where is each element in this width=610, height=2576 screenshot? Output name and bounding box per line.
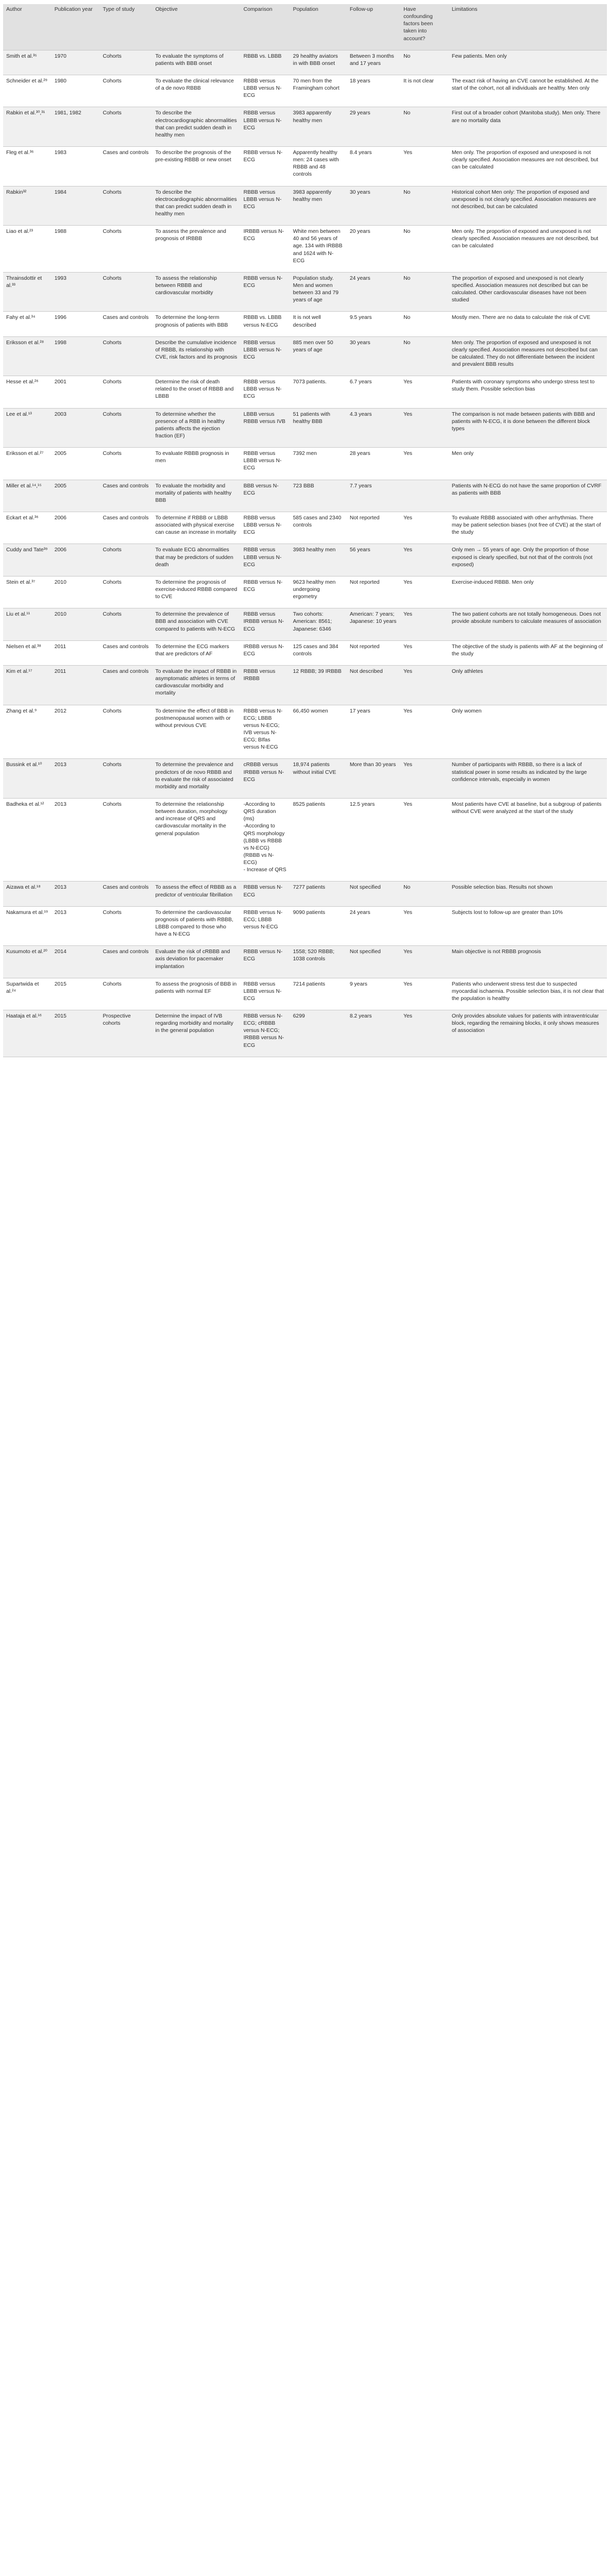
cell-objective: To determine if RBBB or LBBB associated with physical exercise can cause an increase in mortality — [152, 512, 240, 544]
cell-year: 2013 — [52, 882, 100, 906]
cell-limitations: Main objective is not RBBB prognosis — [449, 946, 607, 978]
cell-type: Cases and controls — [100, 146, 152, 186]
cell-confounding: Yes — [400, 146, 449, 186]
cell-population: 1558; 520 RBBB; 1038 controls — [290, 946, 347, 978]
cell-comparison: RBBB versus N-ECG — [241, 882, 290, 906]
cell-confounding — [400, 480, 449, 512]
table-body — [3, 50, 607, 1057]
cell-population: 51 patients with healthy BBB — [290, 408, 347, 448]
cell-year: 2006 — [52, 544, 100, 576]
cell-limitations: Only men → 55 years of age. Only the proportion of those exposed is clearly specified, but not that of the controls (not exposed) — [449, 544, 607, 576]
cell-objective: To assess the prevalence and prognosis of IRBBB — [152, 226, 240, 273]
cell-author: Liu et al.¹¹ — [3, 608, 52, 640]
cell-limitations: Historical cohort Men only: The proportion of exposed and unexposed is not clearly specified. Association measures are not described, but can be calculated — [449, 186, 607, 226]
cell-type: Cases and controls — [100, 882, 152, 906]
table-header — [3, 4, 607, 50]
cell-type: Cohorts — [100, 798, 152, 881]
cell-followup: 29 years — [347, 107, 400, 147]
cell-type: Cohorts — [100, 978, 152, 1010]
cell-author: Thrainsdottir et al.³³ — [3, 272, 52, 312]
cell-population: 18,974 patients without initial CVE — [290, 759, 347, 799]
cell-year: 2010 — [52, 608, 100, 640]
cell-author: Eriksson et al.²⁷ — [3, 448, 52, 480]
cell-limitations: Patients who underwent stress test due to suspected myocardial ischaemia. Possible selection bias, it is not clear that the population is healthy — [449, 978, 607, 1010]
cell-author: Haataja et al.¹⁶ — [3, 1010, 52, 1057]
cell-year: 1980 — [52, 75, 100, 107]
cell-followup: 9 years — [347, 978, 400, 1010]
cell-year: 2001 — [52, 376, 100, 408]
cell-author: Schneider et al.²⁹ — [3, 75, 52, 107]
cell-confounding: It is not clear — [400, 75, 449, 107]
cell-limitations: First out of a broader cohort (Manitoba study). Men only. There are no mortality data — [449, 107, 607, 147]
cell-limitations: Men only. The proportion of exposed and unexposed is not clearly specified. Association measures not described but can be calculated. They do not differentiate between the incident and prevalent BBB results — [449, 336, 607, 376]
cell-comparison: RBBB versus LBBB versus N-ECG — [241, 978, 290, 1010]
cell-confounding: Yes — [400, 906, 449, 946]
cell-confounding: No — [400, 50, 449, 75]
cell-year: 1983 — [52, 146, 100, 186]
table-row — [3, 272, 607, 312]
cell-limitations: Exercise-induced RBBB. Men only — [449, 576, 607, 608]
cell-objective: To describe the electrocardiographic abnormalities that can predict sudden death in healthy men — [152, 107, 240, 147]
cell-year: 2006 — [52, 512, 100, 544]
cell-population: 125 cases and 384 controls — [290, 640, 347, 665]
cell-population: 585 cases and 2340 controls — [290, 512, 347, 544]
cell-type: Cohorts — [100, 759, 152, 799]
cell-objective: To evaluate the symptoms of patients with BBB onset — [152, 50, 240, 75]
cell-author: Kim et al.¹⁷ — [3, 666, 52, 705]
cell-confounding: Yes — [400, 1010, 449, 1057]
cell-followup: 6.7 years — [347, 376, 400, 408]
cell-population: 3983 healthy men — [290, 544, 347, 576]
cell-year: 2005 — [52, 448, 100, 480]
cell-followup: 30 years — [347, 336, 400, 376]
cell-objective: To determine the prevalence and predictors of de novo RBBB and to evaluate the risk of associated morbidity and mortality — [152, 759, 240, 799]
cell-type: Cohorts — [100, 705, 152, 759]
cell-followup: 30 years — [347, 186, 400, 226]
cell-population: 7277 patients — [290, 882, 347, 906]
cell-comparison: IRBBB versus N-ECG — [241, 226, 290, 273]
table-row — [3, 946, 607, 978]
table-row — [3, 480, 607, 512]
cell-followup: 18 years — [347, 75, 400, 107]
cell-objective: To evaluate the impact of RBBB in asymptomatic athletes in terms of cardiovascular morbidity and mortality — [152, 666, 240, 705]
cell-objective: To determine the prognosis of exercise-induced RBBB compared to CVE — [152, 576, 240, 608]
cell-author: Badheka et al.¹² — [3, 798, 52, 881]
cell-year: 2015 — [52, 1010, 100, 1057]
cell-confounding: Yes — [400, 408, 449, 448]
cell-comparison: IRBBB versus N-ECG — [241, 640, 290, 665]
cell-year: 2011 — [52, 640, 100, 665]
cell-objective: To assess the prognosis of BBB in patients with normal EF — [152, 978, 240, 1010]
cell-comparison: RBBB versus IRBBB versus N-ECG — [241, 608, 290, 640]
cell-limitations: Patients with coronary symptoms who undergo stress test to study them. Possible selection bias — [449, 376, 607, 408]
cell-type: Cohorts — [100, 608, 152, 640]
cell-limitations: Only athletes — [449, 666, 607, 705]
column-header-confounding: Have confounding factors been taken into account? — [400, 4, 449, 50]
cell-author: Zhang et al.⁹ — [3, 705, 52, 759]
cell-objective: To assess the effect of RBBB as a predictor of ventricular fibrillation — [152, 882, 240, 906]
cell-year: 1981, 1982 — [52, 107, 100, 147]
cell-population: It is not well described — [290, 312, 347, 336]
cell-population: 7392 men — [290, 448, 347, 480]
cell-year: 2015 — [52, 978, 100, 1010]
cell-author: Kusumoto et al.²⁰ — [3, 946, 52, 978]
cell-population: 12 RBBB; 39 IRBBB — [290, 666, 347, 705]
cell-population: 8525 patients — [290, 798, 347, 881]
cell-type: Cohorts — [100, 544, 152, 576]
cell-objective: To determine the ECG markers that are predictors of AF — [152, 640, 240, 665]
cell-followup: American: 7 years; Japanese: 10 years — [347, 608, 400, 640]
cell-followup: Not specified — [347, 946, 400, 978]
cell-type: Cases and controls — [100, 640, 152, 665]
cell-population: 9090 patients — [290, 906, 347, 946]
cell-followup: 4.3 years — [347, 408, 400, 448]
cell-objective: To determine the relationship between duration, morphology and increase of QRS and cardiovascular mortality in the general population — [152, 798, 240, 881]
cell-objective: To determine the prevalence of BBB and association with CVE compared to patients with N-ECG — [152, 608, 240, 640]
cell-objective: Determine the impact of IVB regarding morbidity and mortality in the general population — [152, 1010, 240, 1057]
column-header-year: Publication year — [52, 4, 100, 50]
cell-followup: Not reported — [347, 640, 400, 665]
cell-confounding: Yes — [400, 376, 449, 408]
cell-confounding: Yes — [400, 946, 449, 978]
cell-objective: To describe the prognosis of the pre-existing RBBB or new onset — [152, 146, 240, 186]
studies-table — [3, 4, 607, 1057]
cell-type: Cohorts — [100, 448, 152, 480]
table-row — [3, 906, 607, 946]
cell-limitations: The exact risk of having an CVE cannot be established. At the start of the cohort, not all individuals are healthy. Men only — [449, 75, 607, 107]
cell-year: 2003 — [52, 408, 100, 448]
cell-confounding: Yes — [400, 544, 449, 576]
cell-comparison: LBBB versus RBBB versus IVB — [241, 408, 290, 448]
cell-followup: 56 years — [347, 544, 400, 576]
cell-population: 6299 — [290, 1010, 347, 1057]
studies-table-container — [0, 0, 610, 1062]
cell-confounding: No — [400, 186, 449, 226]
cell-objective: Determine the risk of death related to the onset of RBBB and LBBB — [152, 376, 240, 408]
cell-comparison: RBBB vs. LBBB — [241, 50, 290, 75]
cell-objective: To evaluate the clinical relevance of a de novo RBBB — [152, 75, 240, 107]
header-row — [3, 4, 607, 50]
cell-type: Cohorts — [100, 226, 152, 273]
cell-objective: To determine the cardiovascular prognosis of patients with RBBB, LBBB compared to those who have a N-ECG — [152, 906, 240, 946]
column-header-population: Population — [290, 4, 347, 50]
cell-confounding: No — [400, 272, 449, 312]
cell-limitations: Men only. The proportion of exposed and unexposed is not clearly specified. Association measures are not described, but can be calculated — [449, 226, 607, 273]
cell-followup: Not described — [347, 666, 400, 705]
cell-followup: 8.2 years — [347, 1010, 400, 1057]
cell-followup: Not reported — [347, 512, 400, 544]
cell-type: Cohorts — [100, 107, 152, 147]
cell-confounding: No — [400, 226, 449, 273]
table-row — [3, 146, 607, 186]
cell-confounding: No — [400, 882, 449, 906]
cell-followup: 12.5 years — [347, 798, 400, 881]
cell-limitations: Mostly men. There are no data to calculate the risk of CVE — [449, 312, 607, 336]
table-row — [3, 186, 607, 226]
cell-year: 2013 — [52, 798, 100, 881]
cell-limitations: The two patient cohorts are not totally homogeneous. Does not provide absolute numbers to calculate measures of association — [449, 608, 607, 640]
cell-type: Cases and controls — [100, 312, 152, 336]
cell-author: Miller et al.¹⁴,¹⁵ — [3, 480, 52, 512]
cell-type: Cohorts — [100, 50, 152, 75]
cell-comparison: RBBB versus N-ECG; LBBB versus N-ECG — [241, 906, 290, 946]
cell-year: 2013 — [52, 759, 100, 799]
cell-author: Liao et al.²³ — [3, 226, 52, 273]
cell-type: Cases and controls — [100, 666, 152, 705]
table-row — [3, 376, 607, 408]
cell-population: Apparently healthy men: 24 cases with RBBB and 48 controls — [290, 146, 347, 186]
cell-comparison: RBBB versus LBBB versus N-ECG — [241, 186, 290, 226]
cell-confounding: No — [400, 312, 449, 336]
cell-objective: To determine the effect of BBB in postmenopausal women with or without previous CVE — [152, 705, 240, 759]
table-row — [3, 576, 607, 608]
table-row — [3, 705, 607, 759]
cell-type: Cohorts — [100, 576, 152, 608]
cell-author: Lee et al.¹³ — [3, 408, 52, 448]
cell-comparison: RBBB versus N-ECG; cRBBB versus N-ECG; IRBBB versus N-ECG — [241, 1010, 290, 1057]
cell-comparison: RBBB versus N-ECG — [241, 146, 290, 186]
cell-author: Eriksson et al.²⁸ — [3, 336, 52, 376]
cell-year: 1996 — [52, 312, 100, 336]
table-row — [3, 226, 607, 273]
cell-year: 2011 — [52, 666, 100, 705]
cell-year: 2014 — [52, 946, 100, 978]
cell-comparison: RBBB versus N-ECG — [241, 272, 290, 312]
cell-year: 1984 — [52, 186, 100, 226]
column-header-objective: Objective — [152, 4, 240, 50]
cell-type: Cohorts — [100, 906, 152, 946]
cell-population: Two cohorts: American: 8561; Japanese: 6346 — [290, 608, 347, 640]
cell-limitations: To evaluate RBBB associated with other arrhythmias. There may be patient selection biases (not free of CVE) at the start of the study — [449, 512, 607, 544]
cell-year: 2010 — [52, 576, 100, 608]
cell-limitations: Only women — [449, 705, 607, 759]
cell-confounding: No — [400, 336, 449, 376]
table-row — [3, 759, 607, 799]
cell-followup: 8.4 years — [347, 146, 400, 186]
cell-followup: 20 years — [347, 226, 400, 273]
table-row — [3, 408, 607, 448]
cell-author: Supartwida et al.²⁴ — [3, 978, 52, 1010]
cell-comparison: RBBB versus LBBB versus N-ECG — [241, 107, 290, 147]
cell-comparison: RBBB versus N-ECG — [241, 576, 290, 608]
cell-confounding: Yes — [400, 448, 449, 480]
cell-followup: Not reported — [347, 576, 400, 608]
cell-author: Nakamura et al.¹⁹ — [3, 906, 52, 946]
cell-comparison: RBBB vs. LBBB versus N-ECG — [241, 312, 290, 336]
column-header-author: Author — [3, 4, 52, 50]
cell-year: 2013 — [52, 906, 100, 946]
cell-objective: To describe the electrocardiographic abnormalities that can predict sudden death in healthy men — [152, 186, 240, 226]
table-row — [3, 640, 607, 665]
cell-comparison: RBBB versus LBBB versus N-ECG — [241, 512, 290, 544]
table-row — [3, 978, 607, 1010]
cell-comparison: RBBB versus LBBB versus N-ECG — [241, 448, 290, 480]
table-row — [3, 512, 607, 544]
cell-confounding: Yes — [400, 705, 449, 759]
cell-followup: 24 years — [347, 272, 400, 312]
cell-year: 2012 — [52, 705, 100, 759]
table-row — [3, 798, 607, 881]
table-row — [3, 448, 607, 480]
table-row — [3, 544, 607, 576]
column-header-followup: Follow-up — [347, 4, 400, 50]
cell-comparison: -According to QRS duration (ms) -According to QRS morphology (LBBB vs RBBB vs N-ECG) (RBBB vs N-ECG) - Increase of QRS — [241, 798, 290, 881]
cell-objective: Evaluate the risk of cRBBB and axis deviation for pacemaker implantation — [152, 946, 240, 978]
column-header-limitations: Limitations — [449, 4, 607, 50]
cell-confounding: Yes — [400, 759, 449, 799]
table-row — [3, 75, 607, 107]
cell-confounding: Yes — [400, 798, 449, 881]
cell-author: Fahy et al.³⁴ — [3, 312, 52, 336]
cell-objective: To determine whether the presence of a RBB in healthy patients affects the ejection fraction (EF) — [152, 408, 240, 448]
cell-limitations: Most patients have CVE at baseline, but a subgroup of patients without CVE were analyzed at the start of the study — [449, 798, 607, 881]
cell-confounding: Yes — [400, 576, 449, 608]
cell-objective: To evaluate ECG abnormalities that may be predictors of sudden death — [152, 544, 240, 576]
cell-comparison: RBBB versus LBBB versus N-ECG — [241, 75, 290, 107]
cell-population: 7073 patients. — [290, 376, 347, 408]
cell-limitations: Patients with N-ECG do not have the same proportion of CVRF as patients with BBB — [449, 480, 607, 512]
cell-followup: Not specified — [347, 882, 400, 906]
table-row — [3, 882, 607, 906]
cell-confounding: No — [400, 107, 449, 147]
cell-comparison: RBBB versus LBBB versus N-ECG — [241, 544, 290, 576]
cell-author: Aizawa et al.¹⁸ — [3, 882, 52, 906]
cell-type: Cases and controls — [100, 946, 152, 978]
cell-author: Cuddy and Tate³⁹ — [3, 544, 52, 576]
cell-followup: More than 30 years — [347, 759, 400, 799]
cell-confounding: Yes — [400, 978, 449, 1010]
cell-objective: To assess the relationship between RBBB and cardiovascular morbidity — [152, 272, 240, 312]
cell-comparison: RBBB versus LBBB versus N-ECG — [241, 376, 290, 408]
cell-followup: 24 years — [347, 906, 400, 946]
table-row — [3, 50, 607, 75]
column-header-type: Type of study — [100, 4, 152, 50]
cell-limitations: The proportion of exposed and unexposed is not clearly specified. Association measures not described but can be calculated. Other cardiovascular diseases have not been studied — [449, 272, 607, 312]
cell-population: 7214 patients — [290, 978, 347, 1010]
cell-author: Stein et al.³⁷ — [3, 576, 52, 608]
cell-author: Fleg et al.³⁶ — [3, 146, 52, 186]
cell-type: Cohorts — [100, 186, 152, 226]
cell-followup: 7.7 years — [347, 480, 400, 512]
cell-limitations: Few patients. Men only — [449, 50, 607, 75]
table-row — [3, 608, 607, 640]
cell-year: 2005 — [52, 480, 100, 512]
cell-limitations: Number of participants with RBBB, so there is a lack of statistical power in some results as indicated by the large confidence intervals, especially in women — [449, 759, 607, 799]
cell-year: 1988 — [52, 226, 100, 273]
cell-population: 885 men over 50 years of age — [290, 336, 347, 376]
cell-objective: To determine the long-term prognosis of patients with BBB — [152, 312, 240, 336]
cell-type: Prospective cohorts — [100, 1010, 152, 1057]
cell-limitations: The objective of the study is patients with AF at the beginning of the study — [449, 640, 607, 665]
cell-author: Hesse et al.²⁶ — [3, 376, 52, 408]
cell-limitations: Men only. The proportion of exposed and unexposed is not clearly specified. Association measures are not described, but can be calculated — [449, 146, 607, 186]
cell-comparison: RBBB versus IRBBB — [241, 666, 290, 705]
cell-type: Cohorts — [100, 408, 152, 448]
cell-objective: Describe the cumulative incidence of RBBB, its relationship with CVE, risk factors and its prognosis — [152, 336, 240, 376]
cell-population: 29 healthy aviators in with BBB onset — [290, 50, 347, 75]
cell-followup: Between 3 months and 17 years — [347, 50, 400, 75]
cell-comparison: RBBB versus N-ECG — [241, 946, 290, 978]
cell-objective: To evaluate RBBB prognosis in men — [152, 448, 240, 480]
cell-objective: To evaluate the morbidity and mortality of patients with healthy BBB — [152, 480, 240, 512]
cell-type: Cohorts — [100, 75, 152, 107]
cell-comparison: RBBB versus N-ECG; LBBB versus N-ECG; IVB versus N-ECG; BIfas versus N-ECG — [241, 705, 290, 759]
cell-author: Bussink et al.¹⁰ — [3, 759, 52, 799]
cell-year: 1993 — [52, 272, 100, 312]
cell-population: Population study. Men and women between 33 and 79 years of age — [290, 272, 347, 312]
cell-confounding: Yes — [400, 666, 449, 705]
cell-confounding: Yes — [400, 640, 449, 665]
cell-author: Smith et al.³⁵ — [3, 50, 52, 75]
cell-comparison: BBB versus N-ECG — [241, 480, 290, 512]
cell-confounding: Yes — [400, 608, 449, 640]
cell-confounding: Yes — [400, 512, 449, 544]
cell-population: 3983 apparently healthy men — [290, 186, 347, 226]
cell-limitations: Subjects lost to follow-up are greater than 10% — [449, 906, 607, 946]
cell-limitations: The comparison is not made between patients with BBB and patients with N-ECG, it is done between the different block types — [449, 408, 607, 448]
cell-followup: 28 years — [347, 448, 400, 480]
cell-limitations: Only provides absolute values for patients with intraventricular block, regarding the remaining blocks, it only shows measures of association — [449, 1010, 607, 1057]
table-row — [3, 1010, 607, 1057]
cell-author: Nielsen et al.³⁸ — [3, 640, 52, 665]
cell-limitations: Possible selection bias. Results not shown — [449, 882, 607, 906]
cell-year: 1998 — [52, 336, 100, 376]
cell-author: Rabkin³² — [3, 186, 52, 226]
cell-year: 1970 — [52, 50, 100, 75]
cell-type: Cohorts — [100, 272, 152, 312]
cell-population: 9623 healthy men undergoing ergometry — [290, 576, 347, 608]
table-row — [3, 312, 607, 336]
column-header-comparison: Comparison — [241, 4, 290, 50]
cell-comparison: RBBB versus LBBB versus N-ECG — [241, 336, 290, 376]
cell-comparison: cRBBB versus IRBBB versus N-ECG — [241, 759, 290, 799]
table-row — [3, 336, 607, 376]
cell-type: Cases and controls — [100, 480, 152, 512]
cell-followup: 17 years — [347, 705, 400, 759]
cell-type: Cases and controls — [100, 512, 152, 544]
cell-population: 723 BBB — [290, 480, 347, 512]
cell-limitations: Men only — [449, 448, 607, 480]
table-row — [3, 107, 607, 147]
table-row — [3, 666, 607, 705]
cell-population: 66,450 women — [290, 705, 347, 759]
cell-population: 70 men from the Framingham cohort — [290, 75, 347, 107]
cell-type: Cohorts — [100, 376, 152, 408]
cell-type: Cohorts — [100, 336, 152, 376]
cell-author: Rabkin et al.³⁰,³¹ — [3, 107, 52, 147]
cell-population: 3983 apparently healthy men — [290, 107, 347, 147]
cell-author: Eckart et al.³⁶ — [3, 512, 52, 544]
cell-followup: 9.5 years — [347, 312, 400, 336]
cell-population: White men between 40 and 56 years of age. 134 with IRBBB and 1624 with N-ECG — [290, 226, 347, 273]
